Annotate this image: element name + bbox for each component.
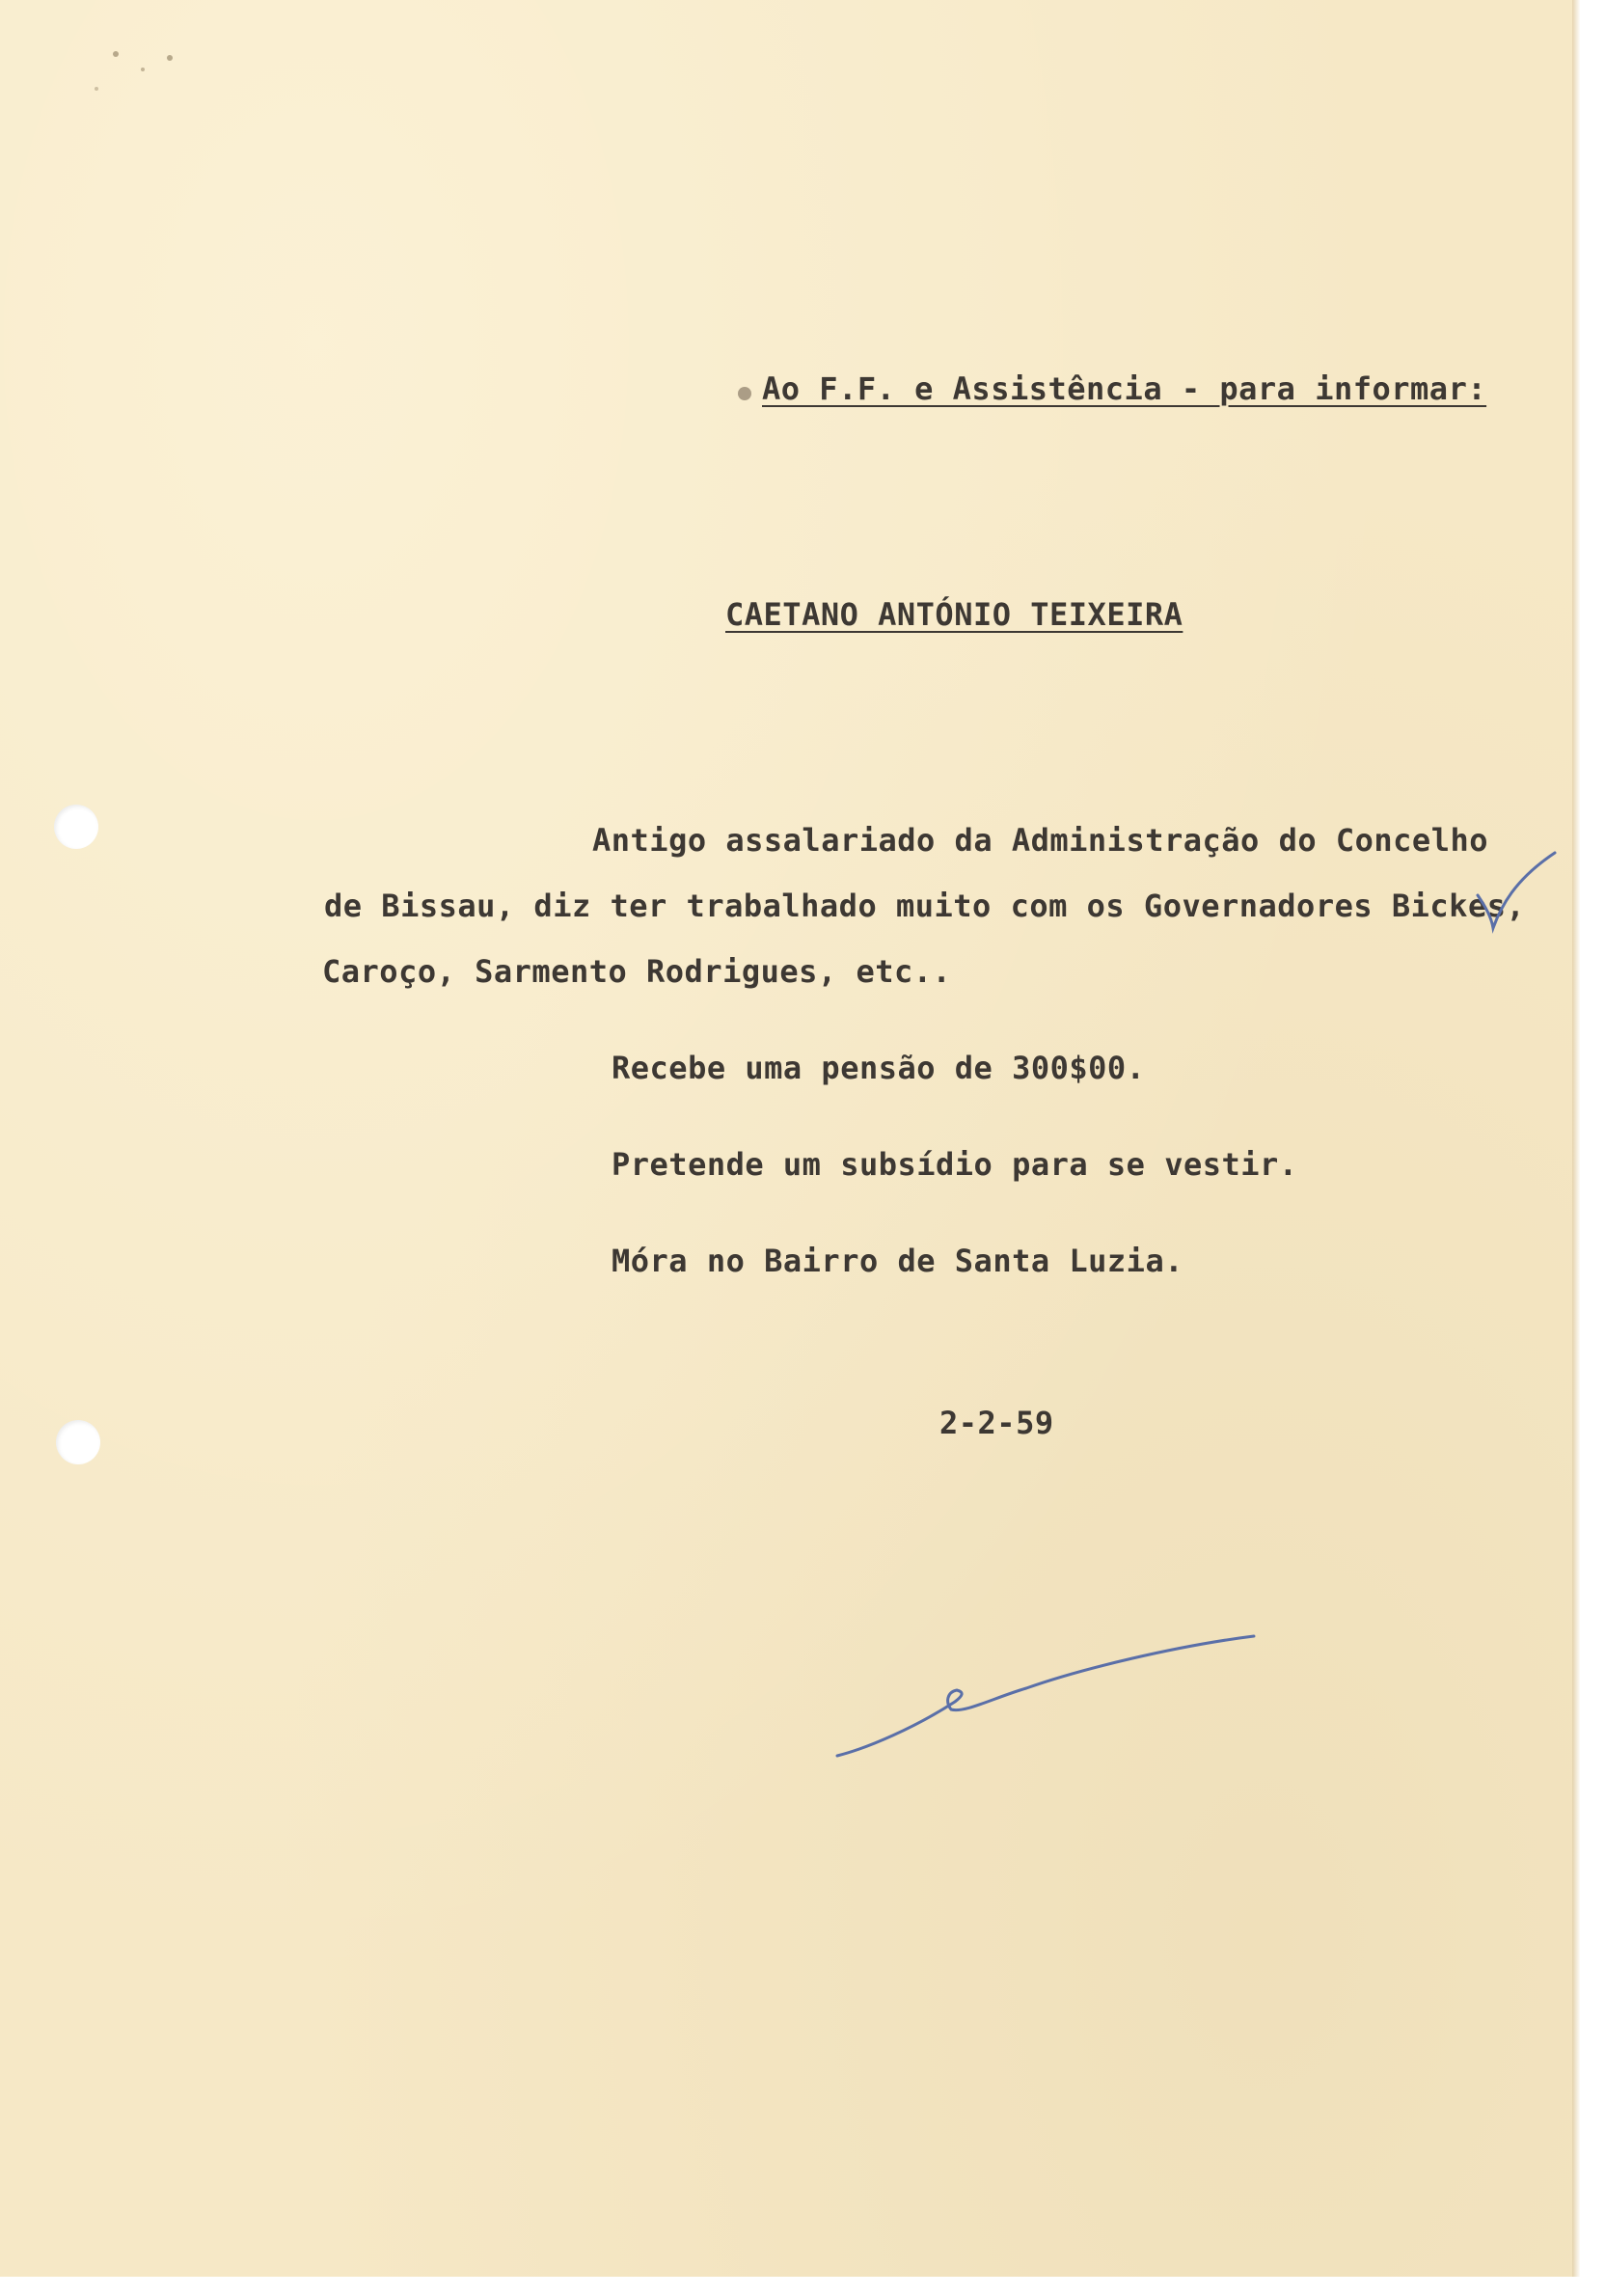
body-line-2: de Bissau, diz ter trabalhado muito com os Governadores Bickes, [324,888,1526,924]
stain-icon [141,68,145,71]
person-name: CAETANO ANTÓNIO TEIXEIRA [725,596,1183,633]
body-line-3: Caroço, Sarmento Rodrigues, etc.. [322,953,952,990]
request-line: Pretende um subsídio para se vestir. [612,1146,1298,1183]
ink-dot-icon [738,387,751,400]
residence-line: Móra no Bairro de Santa Luzia. [612,1243,1183,1279]
pension-line: Recebe uma pensão de 300$00. [612,1050,1146,1086]
signature-icon [837,1636,1254,1756]
instruction-line: Ao F.F. e Assistência - para informar: [762,370,1487,407]
body-line-1: Antigo assalariado da Administração do Concelho [592,822,1488,859]
stain-icon [167,55,173,61]
stain-icon [113,51,119,57]
check-mark-icon [1478,853,1555,928]
date-line: 2-2-59 [939,1405,1054,1441]
stain-icon [95,87,98,91]
